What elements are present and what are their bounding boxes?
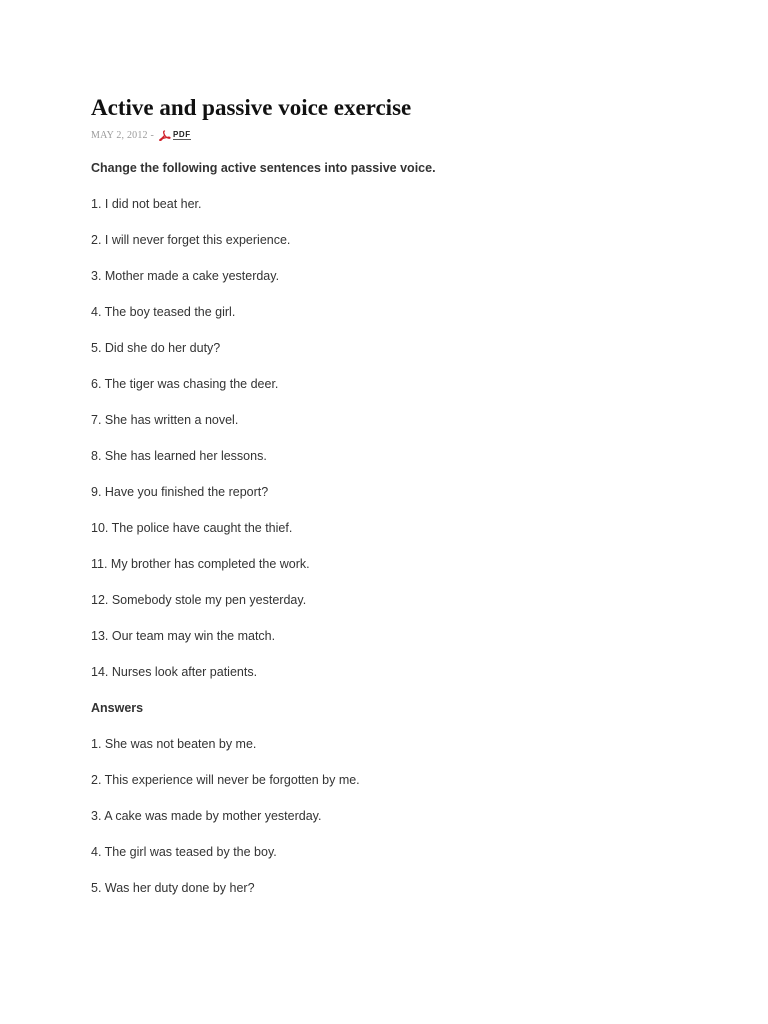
question-item: 12. Somebody stole my pen yesterday. [91, 593, 307, 607]
question-item: 7. She has written a novel. [91, 413, 239, 427]
answer-item: 2. This experience will never be forgotten by me. [91, 773, 360, 787]
question-item: 2. I will never forget this experience. [91, 233, 291, 247]
question-item: 4. The boy teased the girl. [91, 305, 236, 319]
question-item: 3. Mother made a cake yesterday. [91, 269, 280, 283]
answers-heading: Answers [91, 701, 144, 715]
question-item: 5. Did she do her duty? [91, 341, 221, 355]
answer-list [91, 736, 731, 896]
article [91, 94, 731, 896]
pdf-download-link[interactable] [158, 130, 191, 141]
question-item: 1. I did not beat her. [91, 197, 202, 211]
post-date: MAY 2, 2012 - [91, 129, 154, 141]
question-item: 11. My brother has completed the work. [91, 557, 310, 571]
answer-item: 5. Was her duty done by her? [91, 881, 255, 895]
question-item: 6. The tiger was chasing the deer. [91, 377, 279, 391]
answer-item: 3. A cake was made by mother yesterday. [91, 809, 322, 823]
answer-item: 4. The girl was teased by the boy. [91, 845, 277, 859]
question-item: 9. Have you finished the report? [91, 485, 269, 499]
instruction: Change the following active sentences into passive voice. [91, 161, 436, 175]
pdf-label: PDF [172, 130, 191, 139]
question-item: 10. The police have caught the thief. [91, 521, 293, 535]
answer-item: 1. She was not beaten by me. [91, 737, 257, 751]
question-item: 14. Nurses look after patients. [91, 665, 258, 679]
pdf-icon [158, 130, 171, 141]
question-item: 13. Our team may win the match. [91, 629, 276, 643]
question-item: 8. She has learned her lessons. [91, 449, 267, 463]
question-list [91, 196, 731, 680]
post-meta [91, 127, 731, 143]
page-title: Active and passive voice exercise [91, 95, 412, 120]
